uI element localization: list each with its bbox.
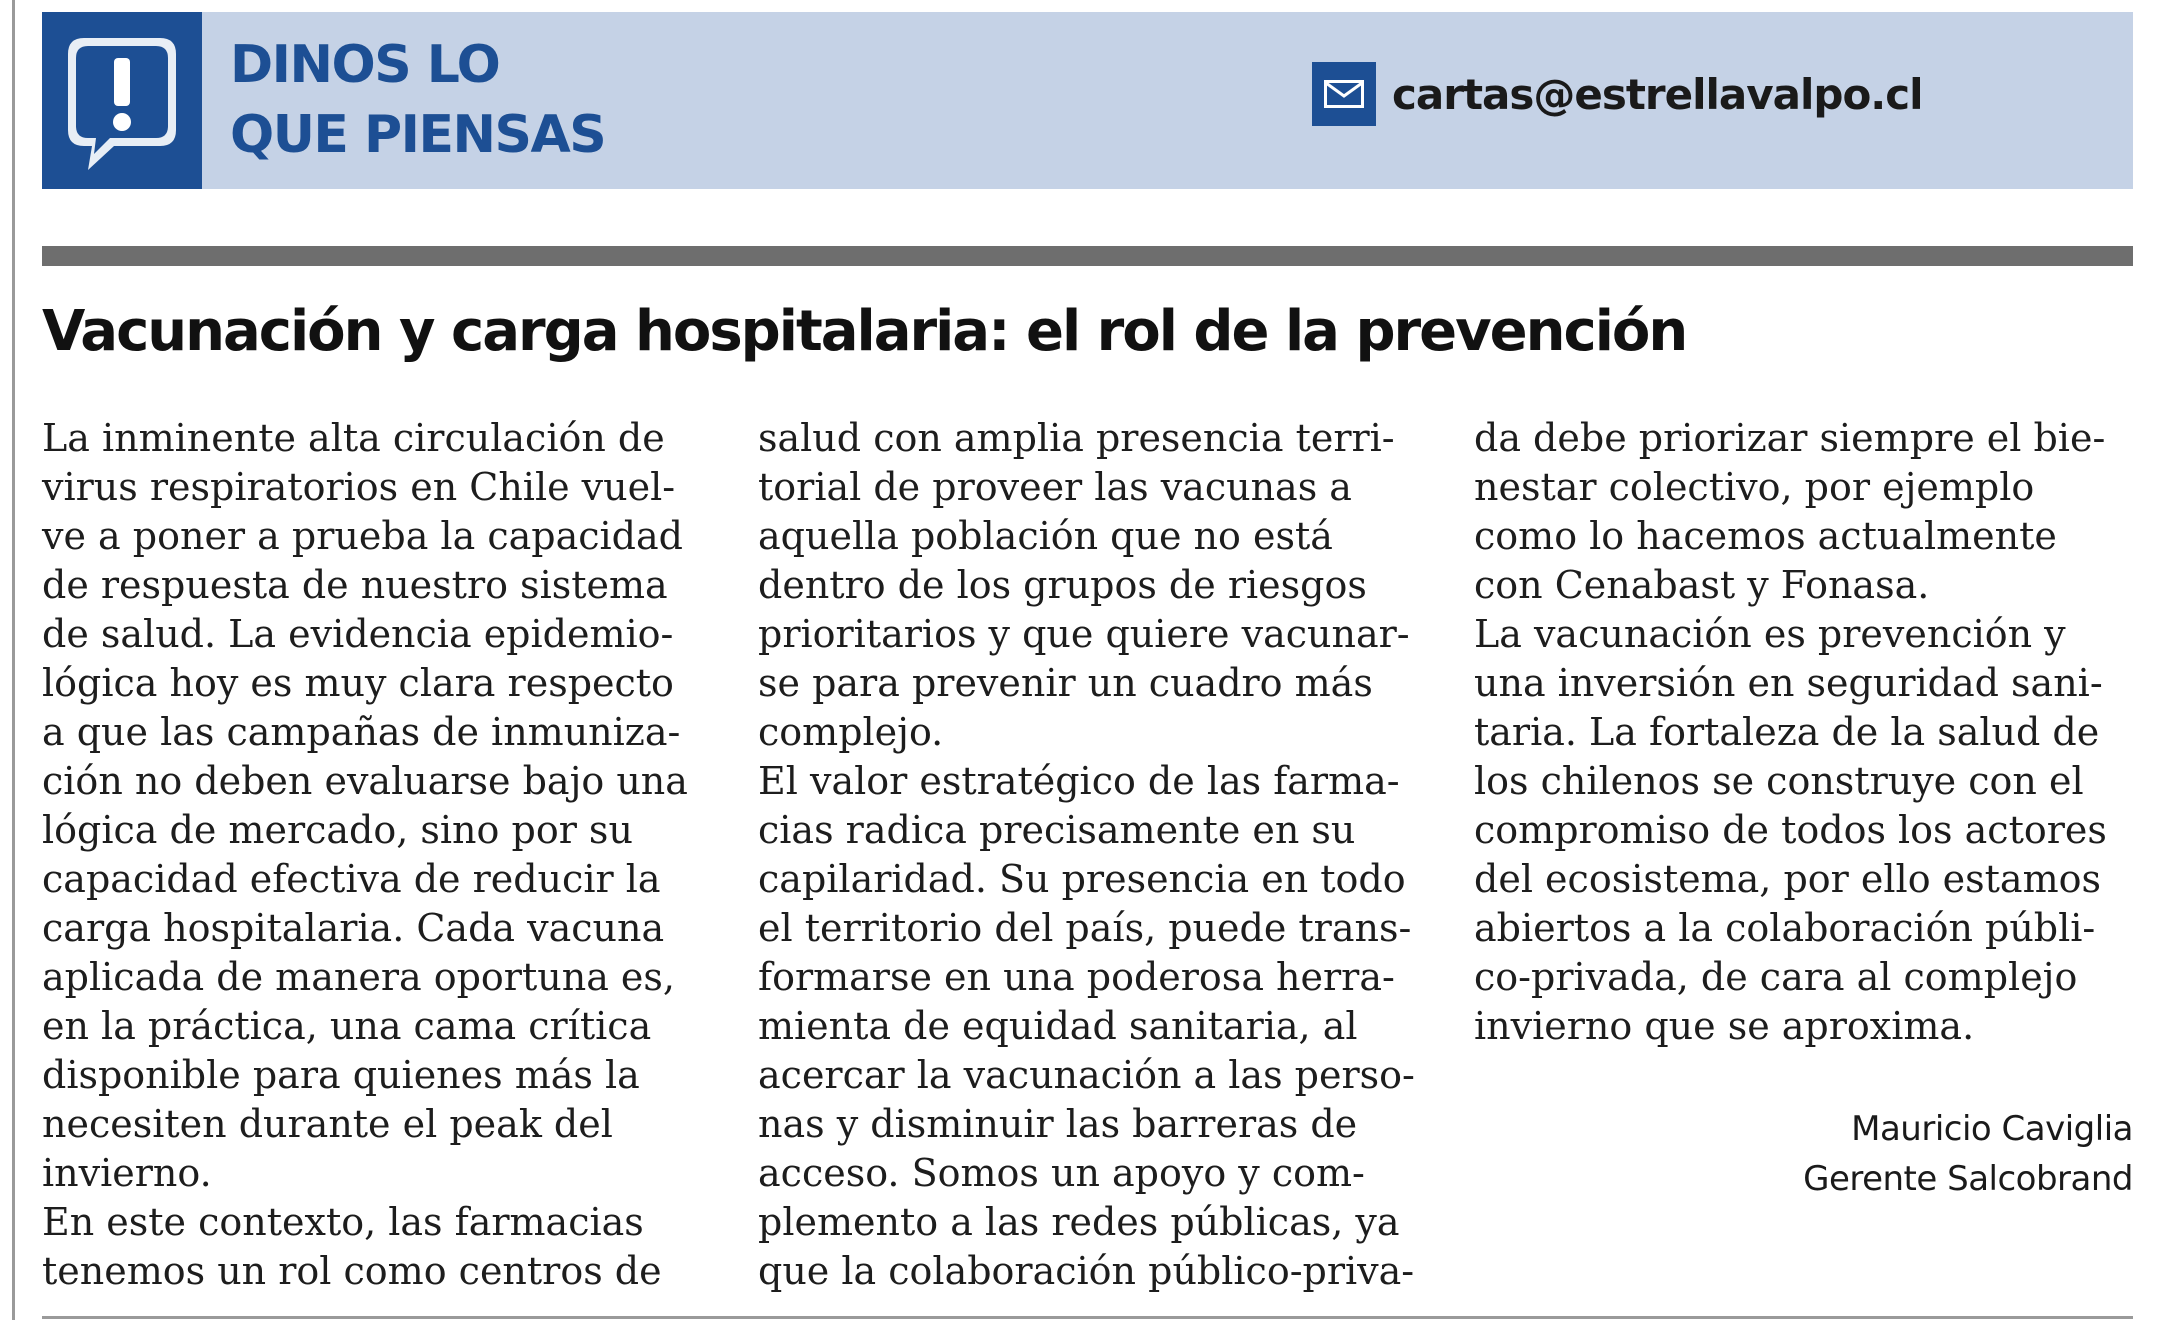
body-line: el territorio del país, puede trans- xyxy=(758,906,1412,950)
body-line: capilaridad. Su presencia en todo xyxy=(758,857,1406,901)
body-line: plemento a las redes públicas, ya xyxy=(758,1200,1400,1244)
body-line: del ecosistema, por ello estamos xyxy=(1474,857,2101,901)
body-line: torial de proveer las vacunas a xyxy=(758,465,1352,509)
section-header xyxy=(42,12,2133,189)
body-line: taria. La fortaleza de la salud de xyxy=(1474,710,2100,754)
body-line: formarse en una poderosa herra- xyxy=(758,955,1395,999)
body-line: ve a poner a prueba la capacidad xyxy=(42,514,683,558)
author-title: Gerente Salcobrand xyxy=(1803,1159,2133,1199)
body-line: los chilenos se construye con el xyxy=(1474,759,2084,803)
body-line: acercar la vacunación a las perso- xyxy=(758,1053,1415,1097)
body-line: en la práctica, una cama crítica xyxy=(42,1004,652,1048)
article-signature xyxy=(1474,1104,2133,1204)
article-headline: Vacunación y carga hospitalaria: el rol de la prevención xyxy=(42,299,1687,364)
body-line: carga hospitalaria. Cada vacuna xyxy=(42,906,665,950)
author-name: Mauricio Caviglia xyxy=(1851,1109,2133,1149)
body-line: mienta de equidad sanitaria, al xyxy=(758,1004,1358,1048)
body-line: de respuesta de nuestro sistema xyxy=(42,563,668,607)
body-line: abiertos a la colaboración públi- xyxy=(1474,906,2096,950)
header-icon-box xyxy=(42,12,202,189)
left-border-rule xyxy=(12,0,15,1320)
body-line: necesiten durante el peak del xyxy=(42,1102,613,1146)
body-line: dentro de los grupos de riesgos xyxy=(758,563,1367,607)
body-line: nas y disminuir las barreras de xyxy=(758,1102,1358,1146)
body-line: una inversión en seguridad sani- xyxy=(1474,661,2103,705)
body-line: complejo. xyxy=(758,710,944,754)
speech-bubble-exclamation-icon xyxy=(64,34,180,174)
body-line: disponible para quienes más la xyxy=(42,1053,640,1097)
body-line: lógica de mercado, sino por su xyxy=(42,808,633,852)
body-line: capacidad efectiva de reducir la xyxy=(42,857,661,901)
body-line: La vacunación es prevención y xyxy=(1474,612,2066,656)
body-line: aplicada de manera oportuna es, xyxy=(42,955,675,999)
envelope-icon xyxy=(1312,62,1376,126)
body-line: El valor estratégico de las farma- xyxy=(758,759,1400,803)
body-line: cias radica precisamente en su xyxy=(758,808,1356,852)
article-column-1 xyxy=(42,414,732,1296)
body-line: prioritarios y que quiere vacunar- xyxy=(758,612,1410,656)
bottom-border-rule xyxy=(42,1316,2133,1319)
body-line: compromiso de todos los actores xyxy=(1474,808,2107,852)
body-line: aquella población que no está xyxy=(758,514,1333,558)
section-title-line1: DINOS LO xyxy=(230,35,500,95)
body-line: acceso. Somos un apoyo y com- xyxy=(758,1151,1365,1195)
body-line: se para prevenir un cuadro más xyxy=(758,661,1373,705)
body-line: nestar colectivo, por ejemplo xyxy=(1474,465,2035,509)
body-line: de salud. La evidencia epidemio- xyxy=(42,612,674,656)
email-address[interactable]: cartas@estrellavalpo.cl xyxy=(1392,69,1923,119)
section-title xyxy=(230,30,650,170)
body-line: como lo hacemos actualmente xyxy=(1474,514,2057,558)
body-line: La inminente alta circulación de xyxy=(42,416,665,460)
body-line: tenemos un rol como centros de xyxy=(42,1249,662,1293)
body-line: salud con amplia presencia terri- xyxy=(758,416,1395,460)
body-line: invierno que se aproxima. xyxy=(1474,1004,1975,1048)
contact-email xyxy=(1312,62,1923,126)
body-line: que la colaboración público-priva- xyxy=(758,1249,1415,1293)
body-line: a que las campañas de inmuniza- xyxy=(42,710,681,754)
body-line: lógica hoy es muy clara respecto xyxy=(42,661,674,705)
body-line: con Cenabast y Fonasa. xyxy=(1474,563,1930,607)
body-line: da debe priorizar siempre el bie- xyxy=(1474,416,2106,460)
body-line: co-privada, de cara al complejo xyxy=(1474,955,2078,999)
article-column-2 xyxy=(758,414,1448,1296)
body-line: virus respiratorios en Chile vuel- xyxy=(42,465,676,509)
body-line: invierno. xyxy=(42,1151,212,1195)
section-title-line2: QUE PIENSAS xyxy=(230,105,606,165)
article-column-3 xyxy=(1474,414,2160,1051)
section-divider xyxy=(42,246,2133,266)
body-line: En este contexto, las farmacias xyxy=(42,1200,644,1244)
body-line: ción no deben evaluarse bajo una xyxy=(42,759,688,803)
